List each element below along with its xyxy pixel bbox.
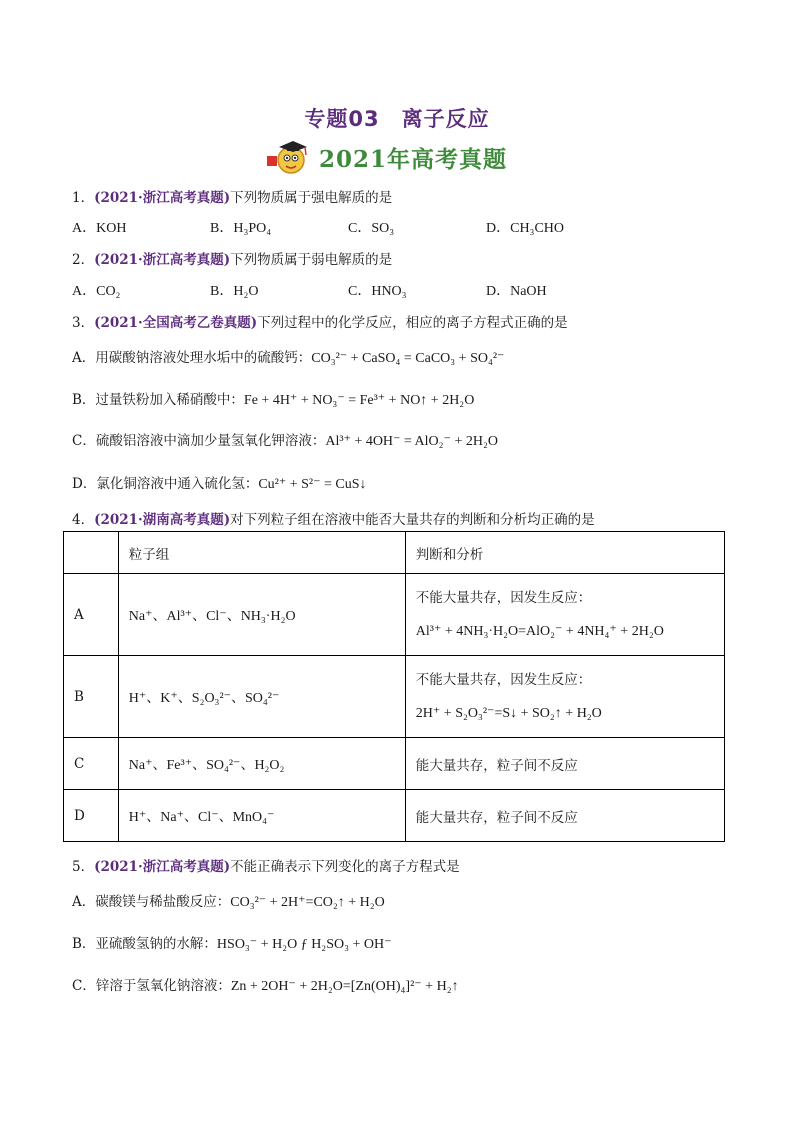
option-a: A．KOH (72, 221, 127, 236)
option-equation: Al³⁺ + 4OH⁻ = AlO₂⁻ + 2H₂O (325, 434, 498, 449)
particle-table (63, 531, 725, 842)
option-d: D．CH₃CHO (486, 221, 564, 236)
option-c: C．HNO₃ (348, 284, 407, 299)
question-number: 4． (72, 512, 95, 528)
row-label: D (64, 790, 119, 842)
question-number: 5． (72, 859, 95, 875)
particle-group: H⁺、K⁺、S₂O₃²⁻、SO₄²⁻ (118, 656, 405, 738)
question-5-option-b (72, 932, 391, 953)
question-3-option-b (72, 388, 474, 409)
option-equation: HSO₃⁻ + H₂O ƒ H₂SO₃ + OH⁻ (216, 937, 392, 952)
option-equation: Cu²⁺ + S²⁻ = CuS↓ (258, 477, 367, 492)
option-equation: CO₃²⁻ + 2H⁺=CO₂↑ + H₂O (230, 895, 385, 910)
analysis-cell: 能大量共存，粒子间不反应 (405, 790, 724, 842)
question-1 (72, 186, 392, 206)
question-source: (2021·全国高考乙卷真题) (94, 315, 258, 331)
question-2-options (72, 280, 624, 300)
judgement-text: 不能大量共存，因发生反应： (415, 671, 592, 688)
particle-group: Na⁺、Fe³⁺、SO₄²⁻、H₂O₂ (118, 738, 405, 790)
question-number: 2． (72, 252, 95, 268)
particle-group: H⁺、Na⁺、Cl⁻、MnO₄⁻ (118, 790, 405, 842)
option-text: B．亚硫酸氢钠的水解： (72, 936, 217, 952)
option-text: C．锌溶于氢氧化钠溶液： (72, 978, 231, 994)
question-stem: 对下列粒子组在溶液中能否大量共存的判断和分析均正确的是 (230, 512, 595, 528)
question-4 (72, 508, 595, 528)
page-title: 专题03 离子反应 (304, 107, 490, 131)
analysis-cell (405, 656, 724, 738)
particle-group: Na⁺、Al³⁺、Cl⁻、NH₃·H₂O (118, 574, 405, 656)
option-a: A．CO₂ (72, 284, 121, 299)
analysis-cell (405, 574, 724, 656)
table-row (64, 656, 725, 738)
question-number: 1． (72, 190, 95, 206)
table-header-cell (64, 532, 119, 574)
table-header-cell: 粒子组 (118, 532, 405, 574)
option-equation: CO₃²⁻ + CaSO₄ = CaCO₃ + SO₄²⁻ (311, 351, 505, 366)
option-d: D．NaOH (486, 284, 547, 299)
table-header-cell: 判断和分析 (405, 532, 724, 574)
question-5-option-a (72, 890, 385, 911)
question-2 (72, 248, 392, 268)
option-text: C．硫酸铝溶液中滴加少量氢氧化钾溶液： (72, 433, 326, 449)
question-3-option-d (72, 472, 367, 493)
question-stem: 不能正确表示下列变化的离子方程式是 (230, 859, 460, 875)
row-label: C (64, 738, 119, 790)
question-stem: 下列过程中的化学反应，相应的离子方程式正确的是 (257, 315, 568, 331)
reaction-equation: 2H⁺ + S₂O₃²⁻=S↓ + SO₂↑ + H₂O (415, 705, 602, 721)
question-3 (72, 311, 568, 331)
row-label: A (64, 574, 119, 656)
analysis-cell: 能大量共存，粒子间不反应 (405, 738, 724, 790)
graduate-mascot-icon (265, 138, 311, 176)
option-c: C．SO₃ (348, 221, 395, 236)
question-5 (72, 855, 460, 875)
question-number: 3． (72, 315, 95, 331)
option-b: B．H₂O (210, 284, 259, 299)
question-5-option-c (72, 974, 459, 995)
question-source: (2021·浙江高考真题) (94, 859, 231, 875)
option-text: B．过量铁粉加入稀硝酸中： (72, 392, 244, 408)
question-1-options (72, 217, 624, 237)
question-stem: 下列物质属于弱电解质的是 (230, 252, 393, 268)
question-source: (2021·浙江高考真题) (94, 190, 231, 206)
section-banner (265, 138, 507, 176)
question-source: (2021·湖南高考真题) (94, 512, 231, 528)
option-equation: Zn + 2OH⁻ + 2H₂O=[Zn(OH)₄]²⁻ + H₂↑ (230, 979, 459, 994)
judgement-text: 不能大量共存，因发生反应： (415, 589, 592, 606)
question-3-option-c (72, 429, 498, 450)
question-source: (2021·浙江高考真题) (94, 252, 231, 268)
option-b: B．H₃PO₄ (210, 221, 272, 236)
option-text: A．用碳酸钠溶液处理水垢中的硫酸钙： (72, 350, 312, 366)
option-equation: Fe + 4H⁺ + NO₃⁻ = Fe³⁺ + NO↑ + 2H₂O (243, 393, 475, 408)
row-label: B (64, 656, 119, 738)
banner-text: 2021年高考真题 (319, 145, 508, 173)
table-row (64, 574, 725, 656)
table-row (64, 790, 725, 842)
reaction-equation: Al³⁺ + 4NH₃·H₂O=AlO₂⁻ + 4NH₄⁺ + 2H₂O (415, 623, 664, 639)
question-stem: 下列物质属于强电解质的是 (230, 190, 393, 206)
option-text: A．碳酸镁与稀盐酸反应： (72, 894, 231, 910)
table-row (64, 738, 725, 790)
question-3-option-a (72, 346, 504, 367)
option-text: D．氯化铜溶液中通入硫化氢： (72, 476, 259, 492)
table-header-row (64, 532, 725, 574)
